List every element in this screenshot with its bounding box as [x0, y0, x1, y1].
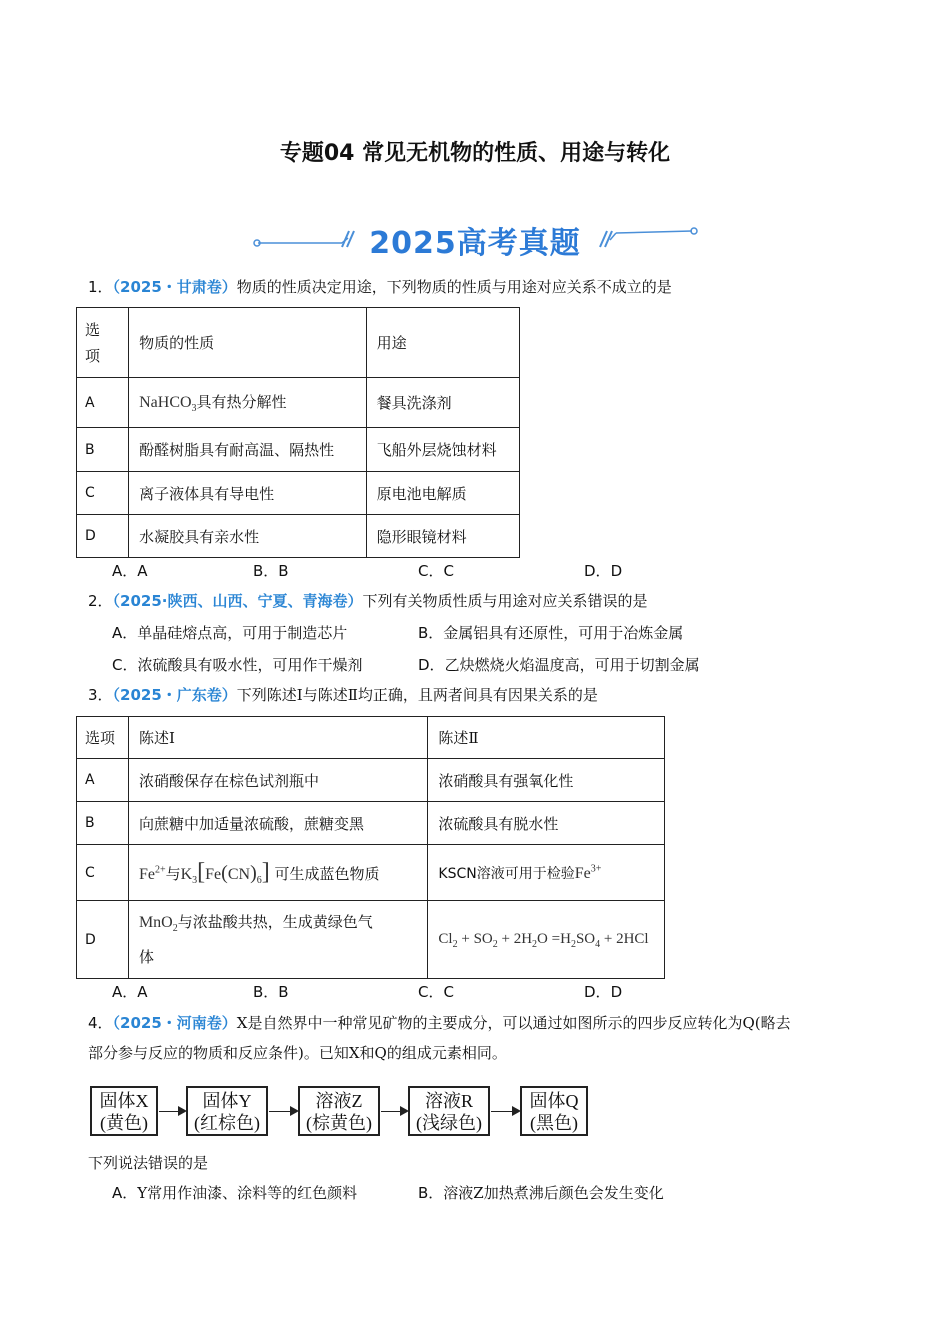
section-banner [250, 216, 700, 260]
question-3-stem: 3．（2025・广东卷）下列陈述Ⅰ与陈述Ⅱ均正确，且两者间具有因果关系的是 [88, 686, 598, 704]
question-number: 1． [88, 278, 113, 296]
flow-box-solution-z: 溶液Z (棕黄色) [298, 1086, 380, 1136]
table-header-cell: 选项 [77, 717, 129, 759]
use-cell: 原电池电解质 [366, 472, 519, 515]
option-key: B [77, 802, 129, 845]
banner-text: 2025高考真题 [369, 226, 581, 261]
flow-box-solution-r: 溶液R (浅绿色) [408, 1086, 490, 1136]
question-4-prompt: 下列说法错误的是 [88, 1154, 209, 1172]
arrow-right-icon [381, 1111, 407, 1112]
question-text: 物质的性质决定用途，下列物质的性质与用途对应关系不成立的是 [236, 278, 672, 296]
option-key: D [77, 901, 129, 979]
option-key: A [77, 378, 129, 428]
formula-ferricyanide: $K_3[Fe(CN)_6]$ [180, 858, 270, 887]
option-key: D [77, 515, 129, 558]
choice-b[interactable]: B．B [253, 562, 289, 580]
table-row [77, 428, 520, 472]
choice-d[interactable]: D．乙炔燃烧火焰温度高，可用于切割金属 [418, 656, 700, 674]
statement-1-cell: $Fe^{2+}$与$K_3[Fe(CN)_6]$ 可生成蓝色物质 [128, 845, 427, 901]
choice-b[interactable]: B．金属铝具有还原性，可用于冶炼金属 [418, 624, 684, 642]
question-2-stem: 2．（2025·陕西、山西、宁夏、青海卷）下列有关物质性质与用途对应关系错误的是 [88, 592, 648, 610]
question-source: （2025・甘肃卷） [112, 278, 237, 296]
use-cell: 餐具洗涤剂 [366, 378, 519, 428]
choice-a[interactable]: A．单晶硅熔点高，可用于制造芯片 [112, 624, 348, 642]
use-cell: 隐形眼镜材料 [366, 515, 519, 558]
statement-2-cell [428, 901, 665, 979]
choice-d[interactable]: D．D [584, 983, 623, 1001]
statement-2-cell: KSCN溶液可用于检验$Fe^{3+}$ [428, 845, 665, 901]
option-key: C [77, 472, 129, 515]
statement-1-cell: 浓硝酸保存在棕色试剂瓶中 [128, 759, 427, 802]
question-source: （2025・广东卷） [112, 686, 237, 704]
property-cell: 酚醛树脂具有耐高温、隔热性 [129, 428, 367, 472]
table-header-cell: 用途 [366, 308, 519, 378]
table-header-cell: 物质的性质 [129, 308, 367, 378]
option-key: C [77, 845, 129, 901]
table-row [77, 759, 665, 802]
formula-mno2: MnO$_2$ [138, 913, 178, 935]
statement-2-cell: 浓硝酸具有强氧化性 [428, 759, 665, 802]
statement-2-cell: 浓硫酸具有脱水性 [428, 802, 665, 845]
flow-box-solid-q: 固体Q (黑色) [520, 1086, 588, 1136]
question-3-table [76, 716, 665, 979]
formula-fe3plus: $Fe^{3+}$ [574, 863, 602, 882]
statement-1-cell: 向蔗糖中加适量浓硫酸，蔗糖变黑 [128, 802, 427, 845]
option-key: B [77, 428, 129, 472]
table-row [77, 901, 665, 979]
use-cell: 飞船外层烧蚀材料 [366, 428, 519, 472]
choice-b[interactable]: B．溶液Z加热煮沸后颜色会发生变化 [418, 1184, 664, 1202]
arrow-right-icon [269, 1111, 297, 1112]
choice-c[interactable]: C．C [418, 983, 454, 1001]
formula-nahco3: NaHCO$_3$ [139, 393, 197, 415]
choice-a[interactable]: A．Y常用作油漆、涂料等的红色颜料 [112, 1184, 358, 1202]
table-row [77, 378, 520, 428]
table-header-row [77, 717, 665, 759]
page-title: 专题04 常见无机物的性质、用途与转化 [279, 141, 671, 166]
arrow-right-icon [159, 1111, 185, 1112]
property-cell: 水凝胶具有亲水性 [129, 515, 367, 558]
table-row [77, 802, 665, 845]
formula-fe2plus: $Fe^{2+}$ [138, 864, 166, 883]
property-cell: 离子液体具有导电性 [129, 472, 367, 515]
arrow-right-icon [491, 1111, 519, 1112]
table-header-row [77, 308, 520, 378]
property-cell: NaHCO$_3$具有热分解性 [129, 378, 367, 428]
question-4-stem: 4．（2025・河南卷）X是自然界中一种常见矿物的主要成分，可以通过如图所示的四步反应转化为Q(略去 [88, 1014, 791, 1032]
choice-b[interactable]: B．B [253, 983, 289, 1001]
flow-box-solid-y: 固体Y (红棕色) [186, 1086, 268, 1136]
table-row [77, 845, 665, 901]
table-row [77, 472, 520, 515]
choice-a[interactable]: A．A [112, 983, 148, 1001]
choice-c[interactable]: C．浓硫酸具有吸水性，可用作干燥剂 [112, 656, 363, 674]
question-4-stem-cont: 部分参与反应的物质和反应条件)。已知X和Q的组成元素相同。 [88, 1044, 507, 1062]
question-1-table [76, 307, 520, 558]
statement-1-cell: MnO$_2$与浓盐酸共热，生成黄绿色气 体 [128, 901, 427, 979]
option-key: A [77, 759, 129, 802]
question-source: （2025・河南卷） [112, 1014, 237, 1032]
table-header-cell: 选项 [77, 308, 129, 378]
choice-a[interactable]: A．A [112, 562, 148, 580]
choice-d[interactable]: D．D [584, 562, 623, 580]
table-header-cell: 陈述Ⅰ [128, 717, 427, 759]
question-1-stem [88, 276, 672, 298]
table-row [77, 515, 520, 558]
table-header-cell: 陈述Ⅱ [428, 717, 665, 759]
equation-cl2-so2: $Cl_2 + SO_2 + 2H_2O =H_2SO_4 + 2HCl$ [438, 931, 649, 950]
choice-c[interactable]: C．C [418, 562, 454, 580]
flow-box-solid-x: 固体X (黄色) [90, 1086, 158, 1136]
question-source: （2025·陕西、山西、宁夏、青海卷） [112, 592, 363, 610]
